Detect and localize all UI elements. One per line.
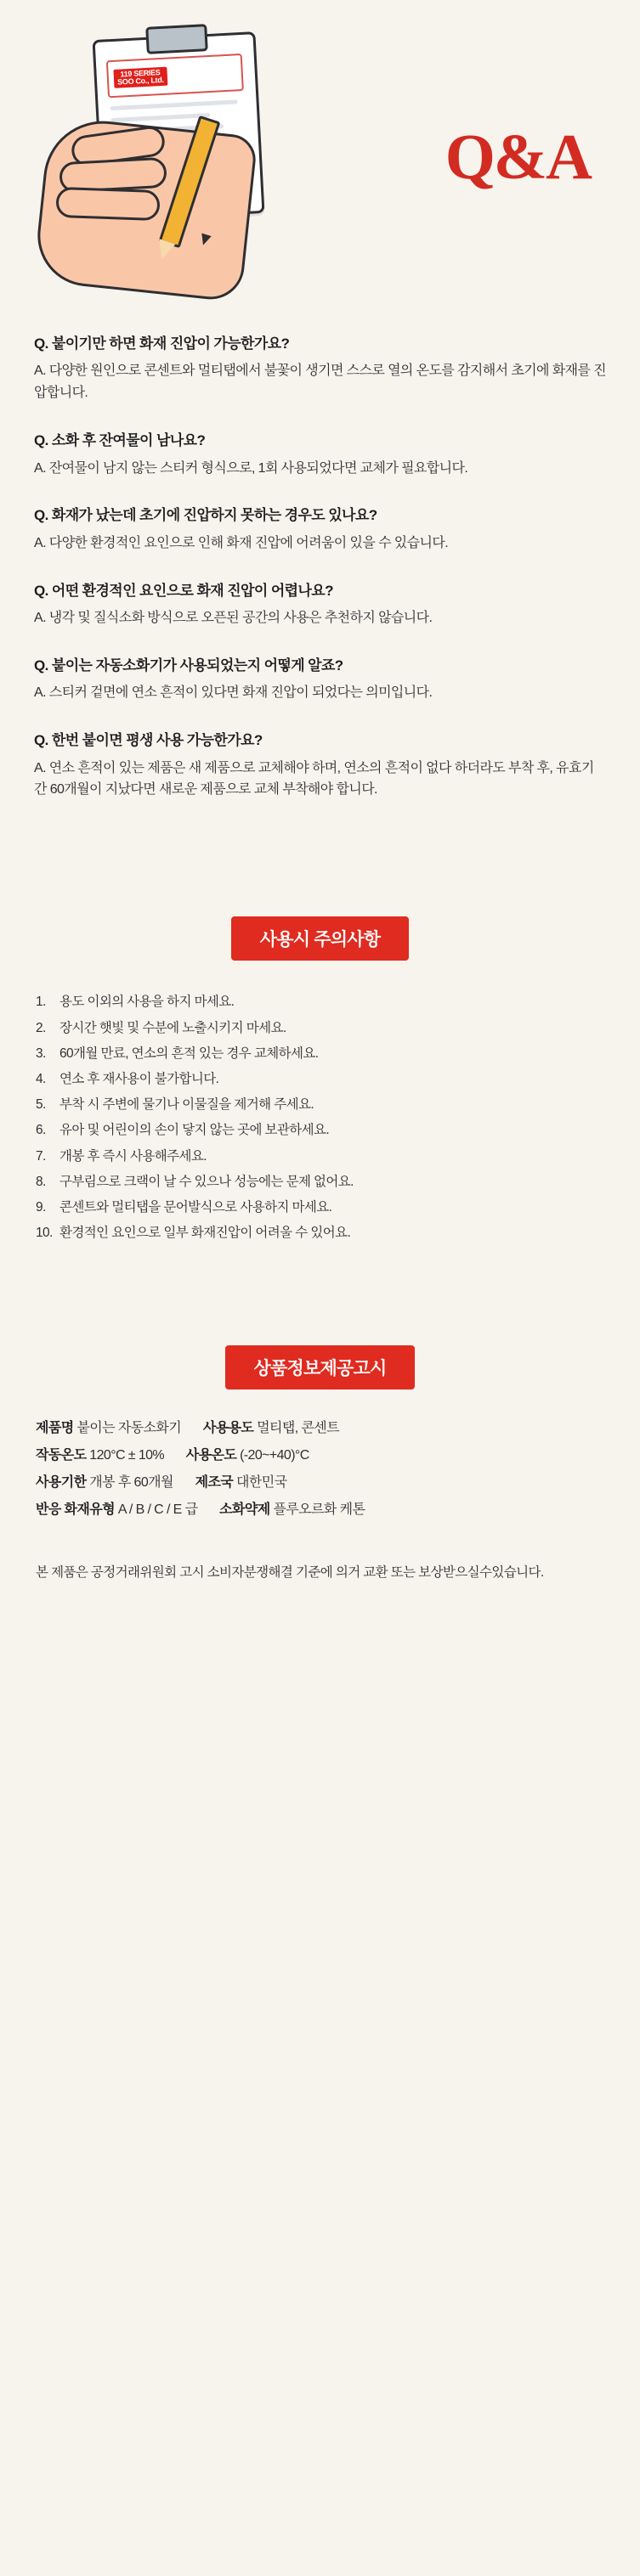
info-label: 제품명 <box>36 1420 74 1435</box>
qa-item <box>34 333 606 404</box>
qa-question: Q. 붙이기만 하면 화재 진압이 가능한가요? <box>34 335 290 352</box>
hand-clipboard-illustration <box>34 24 314 279</box>
product-info-note: 본 제품은 공정거래위원회 고시 소비자분쟁해결 기준에 의거 교환 또는 보상받으실수있습니다. <box>36 1564 544 1580</box>
list-item-number: 3. <box>36 1046 46 1061</box>
list-item-text: 장시간 햇빛 및 수분에 노출시키지 마세요. <box>59 1020 286 1035</box>
product-info-table <box>0 1389 640 1532</box>
list-item <box>36 1170 604 1195</box>
list-item-number: 2. <box>36 1020 46 1035</box>
qa-question: Q. 어떤 환경적인 요인으로 화재 진압이 어렵나요? <box>34 582 333 599</box>
qa-answer: A. 잔여물이 남지 않는 스티커 형식으로, 1회 사용되었다면 교체가 필요합니다. <box>34 460 468 476</box>
list-item-number: 7. <box>36 1148 46 1164</box>
list-item-number: 9. <box>36 1200 46 1215</box>
caution-list <box>0 961 640 1300</box>
list-item-text: 유아 및 어린이의 손이 닿지 않는 곳에 보관하세요. <box>59 1123 330 1138</box>
qa-list <box>0 314 640 872</box>
list-item-number: 6. <box>36 1123 46 1138</box>
logo-chip <box>113 66 167 88</box>
logo-chip-line1: 119 SERIES <box>120 67 161 79</box>
info-fade-overlay <box>0 1529 640 1542</box>
list-item <box>36 1144 604 1170</box>
info-value: 대한민국 <box>236 1474 287 1490</box>
info-label: 사용온도 <box>185 1447 237 1463</box>
list-item <box>36 1092 604 1118</box>
info-value: (-20~+40)°C <box>240 1447 309 1463</box>
info-label: 소화약제 <box>219 1502 270 1517</box>
list-item-number: 10. <box>36 1226 53 1241</box>
qa-answer: A. 스티커 겉면에 연소 흔적이 있다면 화재 진압이 되었다는 의미입니다. <box>34 685 433 701</box>
product-info-title: 상품정보제공고시 <box>225 1345 416 1389</box>
list-item <box>36 1016 604 1041</box>
list-item <box>36 1067 604 1092</box>
list-item-text: 연소 후 재사용이 불가합니다. <box>59 1071 219 1086</box>
table-row <box>36 1442 604 1469</box>
list-item-number: 4. <box>36 1071 46 1086</box>
list-item <box>36 1220 604 1246</box>
info-label: 작동온도 <box>36 1447 87 1463</box>
qa-question: Q. 한번 붙이면 평생 사용 가능한가요? <box>34 732 263 749</box>
table-row <box>36 1415 604 1442</box>
qa-item <box>34 430 606 479</box>
qa-item <box>34 580 606 629</box>
company-logo <box>106 54 244 98</box>
qa-item <box>34 730 606 801</box>
list-item <box>36 989 604 1015</box>
info-label: 제조국 <box>195 1474 234 1490</box>
info-value: A / B / C / E 급 <box>117 1502 198 1517</box>
caution-header <box>0 872 640 961</box>
caution-title: 사용시 주의사항 <box>231 916 409 961</box>
logo-chip-line2: SOO Co., Ltd. <box>116 75 164 87</box>
list-item-number: 1. <box>36 995 46 1010</box>
qa-answer: A. 냉각 및 질식소화 방식으로 오픈된 공간의 사용은 추천하지 않습니다. <box>34 611 433 625</box>
clipboard-clamp-icon <box>145 24 208 54</box>
qa-question: Q. 붙이는 자동소화기가 사용되었는지 어떻게 알죠? <box>34 657 343 674</box>
qa-answer: A. 다양한 환경적인 요인으로 인해 화재 진압에 어려움이 있을 수 있습니다. <box>34 535 449 550</box>
info-value: 120°C ± 10% <box>89 1447 165 1463</box>
info-label: 사용용도 <box>202 1420 254 1435</box>
qa-answer: A. 다양한 원인으로 콘센트와 멀티탭에서 불꽃이 생기면 스스로 열의 온도를 감지해서 초기에 화재를 진압합니다. <box>34 364 607 401</box>
list-item <box>36 1118 604 1143</box>
qa-question: Q. 소화 후 잔여물이 남나요? <box>34 432 206 449</box>
list-item-text: 60개월 만료, 연소의 흔적 있는 경우 교체하세요. <box>59 1046 319 1061</box>
info-value: 멀티탭, 콘센트 <box>257 1420 339 1435</box>
list-item-text: 환경적인 요인으로 일부 화재진압이 어려울 수 있어요. <box>59 1226 351 1241</box>
list-item-text: 부착 시 주변에 물기나 이물질을 제거해 주세요. <box>59 1097 314 1113</box>
list-item-text: 개봉 후 즉시 사용해주세요. <box>59 1148 207 1164</box>
info-value: 붙이는 자동소화기 <box>76 1420 182 1435</box>
table-row <box>36 1469 604 1497</box>
qa-item <box>34 504 606 554</box>
list-item <box>36 1195 604 1220</box>
qa-item <box>34 655 606 704</box>
list-item-text: 용도 이외의 사용을 하지 마세요. <box>59 995 235 1010</box>
list-item-text: 구부림으로 크랙이 날 수 있으나 성능에는 문제 없어요. <box>59 1174 354 1189</box>
list-item-number: 8. <box>36 1174 46 1189</box>
qa-answer: A. 연소 흔적이 있는 제품은 새 제품으로 교체해야 하며, 연소의 흔적이 없다 하더라도 부착 후, 유효기간 60개월이 지났다면 새로운 제품으로 교체 부착해야 합니다. <box>34 760 594 798</box>
info-value: 플루오르화 케톤 <box>273 1502 365 1517</box>
info-label: 반응 화재유형 <box>36 1502 115 1517</box>
info-label: 사용기한 <box>36 1474 87 1490</box>
list-item-text: 콘센트와 멀티탭을 문어발식으로 사용하지 마세요. <box>59 1200 332 1215</box>
list-item-number: 5. <box>36 1097 46 1113</box>
list-item <box>36 1041 604 1067</box>
hero-section <box>0 0 640 314</box>
table-row <box>36 1497 604 1524</box>
finger-icon <box>55 187 160 221</box>
qa-question: Q. 화재가 났는데 초기에 진압하지 못하는 경우도 있나요? <box>34 507 377 524</box>
product-info-header <box>0 1301 640 1389</box>
page-title: Q&A <box>445 121 591 193</box>
info-value: 개봉 후 60개월 <box>89 1474 173 1490</box>
